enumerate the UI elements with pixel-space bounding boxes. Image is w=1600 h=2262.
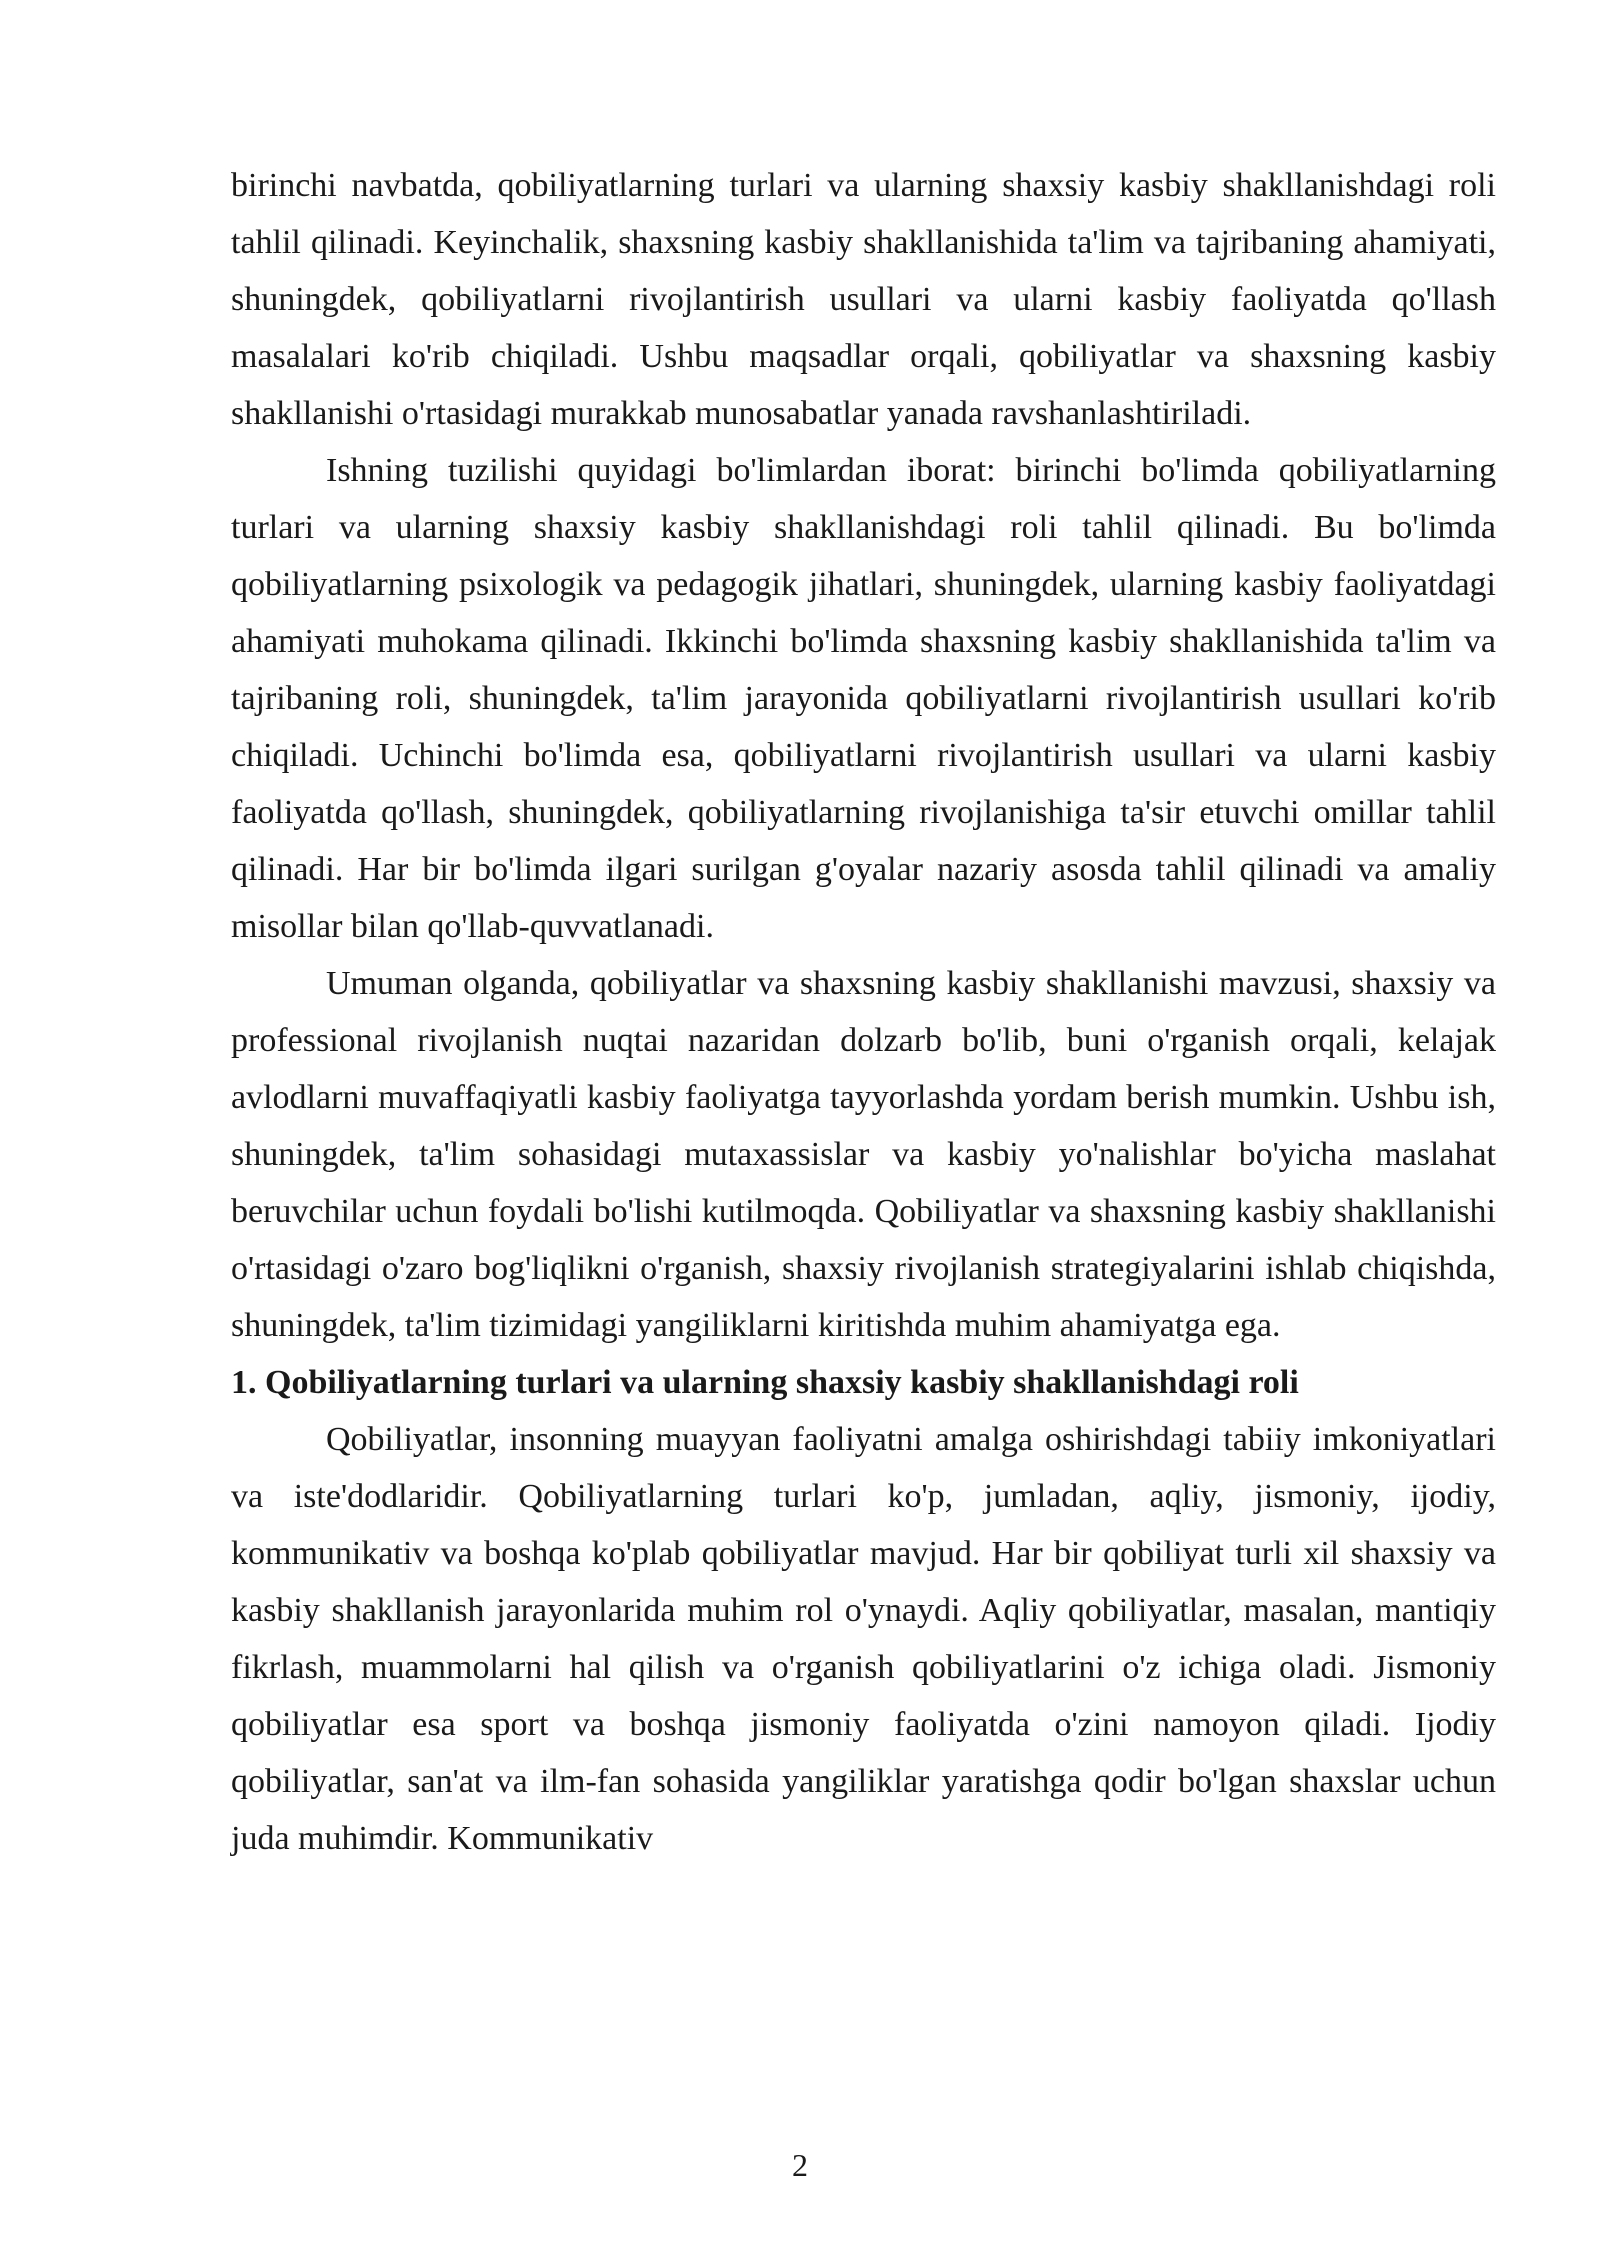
paragraph-structure: Ishning tuzilishi quyidagi bo'limlardan iborat: birinchi bo'limda qobiliyatlarning turlari va ularning shaxsiy kasbiy shakllanishdagi roli tahlil qilinadi. Bu bo'limda qobiliyatlarning psixologik va pedagogik jihatlari, shuningdek, ularning kasbiy faoliyatdagi ahamiyati muhokama qilinadi. Ikkinchi bo'limda shaxsning kasbiy shakllanishida ta'lim va tajribaning roli, shuningdek, ta'lim jarayonida qobiliyatlarni rivojlantirish usullari ko'rib chiqiladi. Uchinchi bo'limda esa, qobiliyatlarni rivojlantirish usullari va ularni kasbiy faoliyatda qo'llash, shuningdek, qobiliyatlarning rivojlanishiga ta'sir etuvchi omillar tahlil qilinadi. Har bir bo'limda ilgari surilgan g'oyalar nazariy asosda tahlil qilinadi va amaliy misollar bilan qo'llab-quvvatlanadi. <box>231 452 1496 945</box>
page-number: 2 <box>792 2147 808 2183</box>
section-heading: 1. Qobiliyatlarning turlari va ularning shaxsiy kasbiy shakllanishdagi roli <box>231 1364 1299 1401</box>
paragraph-continuation: birinchi navbatda, qobiliyatlarning turlari va ularning shaxsiy kasbiy shakllanishdagi roli tahlil qilinadi. Keyinchalik, shaxsning kasbiy shakllanishida ta'lim va tajribaning ahamiyati, shuningdek, qobiliyatlarni rivojlantirish usullari va ularni kasbiy faoliyatda qo'llash masalalari ko'rib chiqiladi. Ushbu maqsadlar orqali, qobiliyatlar va shaxsning kasbiy shakllanishi o'rtasidagi murakkab munosabatlar yanada ravshanlashtiriladi. <box>231 167 1496 432</box>
page-body <box>231 157 1496 1867</box>
section-paragraph: Qobiliyatlar, insonning muayyan faoliyatni amalga oshirishdagi tabiiy imkoniyatlari va iste'dodlaridir. Qobiliyatlarning turlari ko'p, jumladan, aqliy, jismoniy, ijodiy, kommunikativ va boshqa ko'plab qobiliyatlar mavjud. Har bir qobiliyat turli xil shaxsiy va kasbiy shakllanish jarayonlarida muhim rol o'ynaydi. Aqliy qobiliyatlar, masalan, mantiqiy fikrlash, muammolarni hal qilish va o'rganish qobiliyatlarini o'z ichiga oladi. Jismoniy qobiliyatlar esa sport va boshqa jismoniy faoliyatda o'zini namoyon qiladi. Ijodiy qobiliyatlar, san'at va ilm-fan sohasida yangiliklar yaratishga qodir bo'lgan shaxslar uchun juda muhimdir. Kommunikativ <box>231 1421 1496 1857</box>
paragraph-summary: Umuman olganda, qobiliyatlar va shaxsning kasbiy shakllanishi mavzusi, shaxsiy va professional rivojlanish nuqtai nazaridan dolzarb bo'lib, buni o'rganish orqali, kelajak avlodlarni muvaffaqiyatli kasbiy faoliyatga tayyorlashda yordam berish mumkin. Ushbu ish, shuningdek, ta'lim sohasidagi mutaxassislar va kasbiy yo'nalishlar bo'yicha maslahat beruvchilar uchun foydali bo'lishi kutilmoqda. Qobiliyatlar va shaxsning kasbiy shakllanishi o'rtasidagi o'zaro bog'liqlikni o'rganish, shaxsiy rivojlanish strategiyalarini ishlab chiqishda, shuningdek, ta'lim tizimidagi yangiliklarni kiritishda muhim ahamiyatga ega. <box>231 965 1496 1344</box>
